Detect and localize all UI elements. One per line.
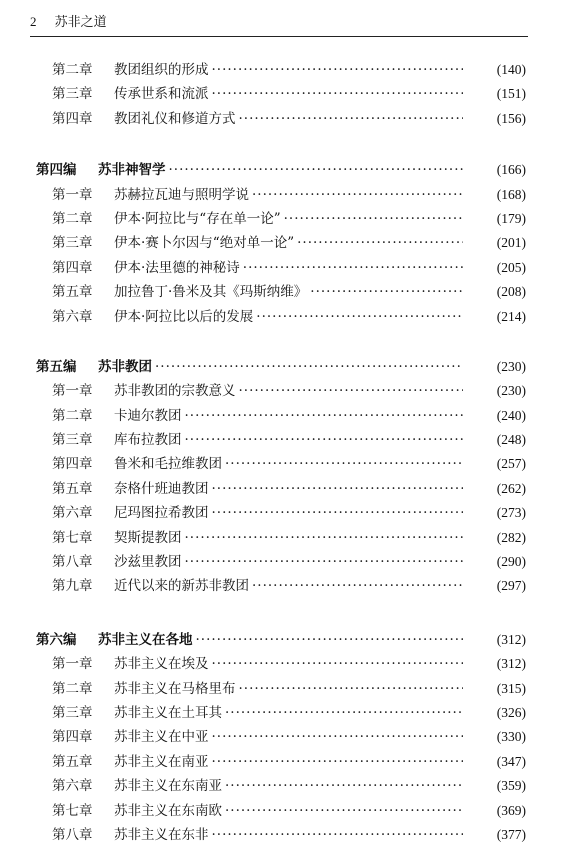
dot-leader [212, 501, 464, 525]
toc-chapter-entry[interactable] [0, 256, 580, 280]
entry-page: (230) [496, 383, 526, 399]
entry-page: (359) [496, 778, 526, 794]
entry-page: (166) [496, 162, 526, 178]
entry-page: (282) [496, 529, 526, 545]
entry-page: (330) [496, 729, 526, 745]
entry-number: 第一章 [52, 186, 93, 203]
entry-title: 苏非主义在东南亚 [114, 778, 222, 795]
dot-leader [252, 183, 463, 207]
entry-number: 第六章 [52, 778, 93, 795]
dot-leader [256, 305, 463, 329]
entry-page: (248) [496, 432, 526, 448]
toc-section [0, 628, 580, 847]
toc-chapter-entry[interactable] [0, 574, 580, 598]
toc-chapter-entry[interactable] [0, 305, 580, 329]
toc-part-entry[interactable] [0, 355, 580, 379]
toc-part-entry[interactable] [0, 628, 580, 652]
toc-chapter-entry[interactable] [0, 701, 580, 725]
toc-chapter-entry[interactable] [0, 207, 580, 231]
entry-title: 尼玛图拉希教团 [114, 505, 209, 522]
entry-number: 第五章 [52, 753, 93, 770]
entry-page: (156) [496, 110, 526, 126]
toc-chapter-entry[interactable] [0, 750, 580, 774]
toc-chapter-entry[interactable] [0, 526, 580, 550]
entry-page: (205) [496, 259, 526, 275]
toc-section [0, 158, 580, 329]
entry-number: 第六章 [52, 505, 93, 522]
section-gap [0, 599, 580, 628]
toc-chapter-entry[interactable] [0, 452, 580, 476]
section-gap [0, 131, 580, 158]
entry-number: 第五编 [36, 358, 77, 375]
toc-chapter-entry[interactable] [0, 725, 580, 749]
toc-chapter-entry[interactable] [0, 550, 580, 574]
entry-title: 近代以来的新苏非教团 [114, 578, 249, 595]
table-of-contents [0, 58, 580, 847]
entry-title: 苏非神智学 [98, 162, 166, 179]
entry-title: 苏赫拉瓦迪与照明学说 [114, 186, 249, 203]
dot-leader [155, 355, 463, 379]
toc-chapter-entry[interactable] [0, 428, 580, 452]
entry-number: 第七章 [52, 802, 93, 819]
entry-title: 库布拉教团 [114, 432, 182, 449]
entry-title: 苏非主义在南亚 [114, 753, 209, 770]
dot-leader [212, 750, 464, 774]
dot-leader [169, 158, 464, 182]
entry-number: 第四章 [52, 259, 93, 276]
toc-chapter-entry[interactable] [0, 477, 580, 501]
entry-page: (312) [496, 656, 526, 672]
entry-page: (230) [496, 358, 526, 374]
entry-page: (262) [496, 480, 526, 496]
entry-number: 第四编 [36, 162, 77, 179]
entry-number: 第六章 [52, 308, 93, 325]
entry-number: 第三章 [52, 235, 93, 252]
running-header [30, 14, 528, 37]
entry-page: (240) [496, 407, 526, 423]
entry-number: 第二章 [52, 210, 93, 227]
toc-chapter-entry[interactable] [0, 183, 580, 207]
dot-leader [243, 256, 463, 280]
entry-page: (168) [496, 186, 526, 202]
page-number: 2 [30, 14, 37, 29]
entry-title: 苏非主义在东非 [114, 826, 209, 843]
dot-leader [310, 280, 463, 304]
section-gap [0, 329, 580, 355]
entry-number: 第四章 [52, 729, 93, 746]
entry-title: 奈格什班迪教团 [114, 480, 209, 497]
entry-title: 苏非主义在东南欧 [114, 802, 222, 819]
toc-chapter-entry[interactable] [0, 379, 580, 403]
dot-leader [212, 725, 464, 749]
dot-leader [225, 452, 463, 476]
dot-leader [185, 526, 464, 550]
dot-leader [239, 107, 464, 131]
dot-leader [212, 477, 464, 501]
entry-number: 第四章 [52, 110, 93, 127]
entry-title: 苏非教团 [98, 358, 152, 375]
toc-chapter-entry[interactable] [0, 799, 580, 823]
entry-page: (315) [496, 680, 526, 696]
entry-page: (290) [496, 554, 526, 570]
entry-title: 伊本·阿拉比与“存在单一论” [114, 210, 281, 227]
toc-chapter-entry[interactable] [0, 107, 580, 131]
entry-title: 教团礼仪和修道方式 [114, 110, 236, 127]
dot-leader [239, 379, 464, 403]
toc-chapter-entry[interactable] [0, 58, 580, 82]
entry-page: (347) [496, 753, 526, 769]
entry-number: 第五章 [52, 480, 93, 497]
entry-page: (312) [496, 631, 526, 647]
entry-page: (140) [496, 62, 526, 77]
dot-leader [225, 774, 463, 798]
toc-chapter-entry[interactable] [0, 82, 580, 106]
dot-leader [297, 231, 463, 255]
entry-title: 契斯提教团 [114, 529, 182, 546]
entry-page: (201) [496, 235, 526, 251]
entry-number: 第二章 [52, 407, 93, 424]
entry-title: 沙兹里教团 [114, 554, 182, 571]
book-title: 苏非之道 [54, 15, 107, 30]
toc-chapter-entry[interactable] [0, 652, 580, 676]
entry-number: 第七章 [52, 529, 93, 546]
toc-section [0, 58, 580, 131]
entry-page: (326) [496, 704, 526, 720]
dot-leader [212, 652, 464, 676]
entry-title: 加拉鲁丁·鲁米及其《玛斯纳维》 [114, 284, 308, 301]
entry-title: 教团组织的形成 [114, 62, 209, 78]
toc-section [0, 355, 580, 599]
toc-chapter-entry[interactable] [0, 404, 580, 428]
dot-leader [239, 677, 464, 701]
entry-title: 苏非主义在马格里布 [114, 680, 236, 697]
entry-number: 第八章 [52, 826, 93, 843]
entry-title: 鲁米和毛拉维教团 [114, 456, 222, 473]
toc-chapter-entry[interactable] [0, 501, 580, 525]
entry-number: 第一章 [52, 383, 93, 400]
entry-title: 伊本·法里德的神秘诗 [114, 259, 240, 276]
dot-leader [185, 550, 464, 574]
dot-leader [212, 58, 464, 82]
toc-chapter-entry[interactable] [0, 823, 580, 847]
entry-title: 苏非教团的宗教意义 [114, 383, 236, 400]
entry-page: (179) [496, 210, 526, 226]
dot-leader [212, 82, 464, 106]
entry-number: 第二章 [52, 680, 93, 697]
entry-page: (208) [496, 284, 526, 300]
toc-chapter-entry[interactable] [0, 677, 580, 701]
entry-number: 第三章 [52, 86, 93, 103]
entry-number: 第五章 [52, 284, 93, 301]
entry-number: 第三章 [52, 432, 93, 449]
toc-chapter-entry[interactable] [0, 774, 580, 798]
dot-leader [185, 428, 464, 452]
entry-title: 苏非主义在土耳其 [114, 704, 222, 721]
entry-page: (369) [496, 802, 526, 818]
toc-chapter-entry[interactable] [0, 231, 580, 255]
entry-page: (257) [496, 456, 526, 472]
entry-number: 第三章 [52, 704, 93, 721]
entry-number: 第九章 [52, 578, 93, 595]
entry-title: 苏非主义在中亚 [114, 729, 209, 746]
entry-page: (297) [496, 578, 526, 594]
dot-leader [225, 701, 463, 725]
entry-title: 卡迪尔教团 [114, 407, 182, 424]
dot-leader [284, 207, 463, 231]
dot-leader [185, 404, 464, 428]
entry-number: 第一章 [52, 656, 93, 673]
toc-part-entry[interactable] [0, 158, 580, 182]
entry-number: 第二章 [52, 62, 93, 78]
entry-title: 苏非主义在埃及 [114, 656, 209, 673]
dot-leader [196, 628, 464, 652]
entry-page: (151) [496, 86, 526, 102]
entry-number: 第六编 [36, 631, 77, 648]
entry-page: (214) [496, 308, 526, 324]
entry-number: 第四章 [52, 456, 93, 473]
entry-title: 传承世系和流派 [114, 86, 209, 103]
entry-title: 伊本·赛卜尔因与“绝对单一论” [114, 235, 295, 252]
entry-title: 伊本·阿拉比以后的发展 [114, 308, 254, 325]
dot-leader [252, 574, 463, 598]
entry-page: (377) [496, 826, 526, 842]
entry-title: 苏非主义在各地 [98, 631, 193, 648]
entry-page: (273) [496, 505, 526, 521]
entry-number: 第八章 [52, 554, 93, 571]
dot-leader [212, 823, 464, 847]
toc-chapter-entry[interactable] [0, 280, 580, 304]
dot-leader [225, 799, 463, 823]
